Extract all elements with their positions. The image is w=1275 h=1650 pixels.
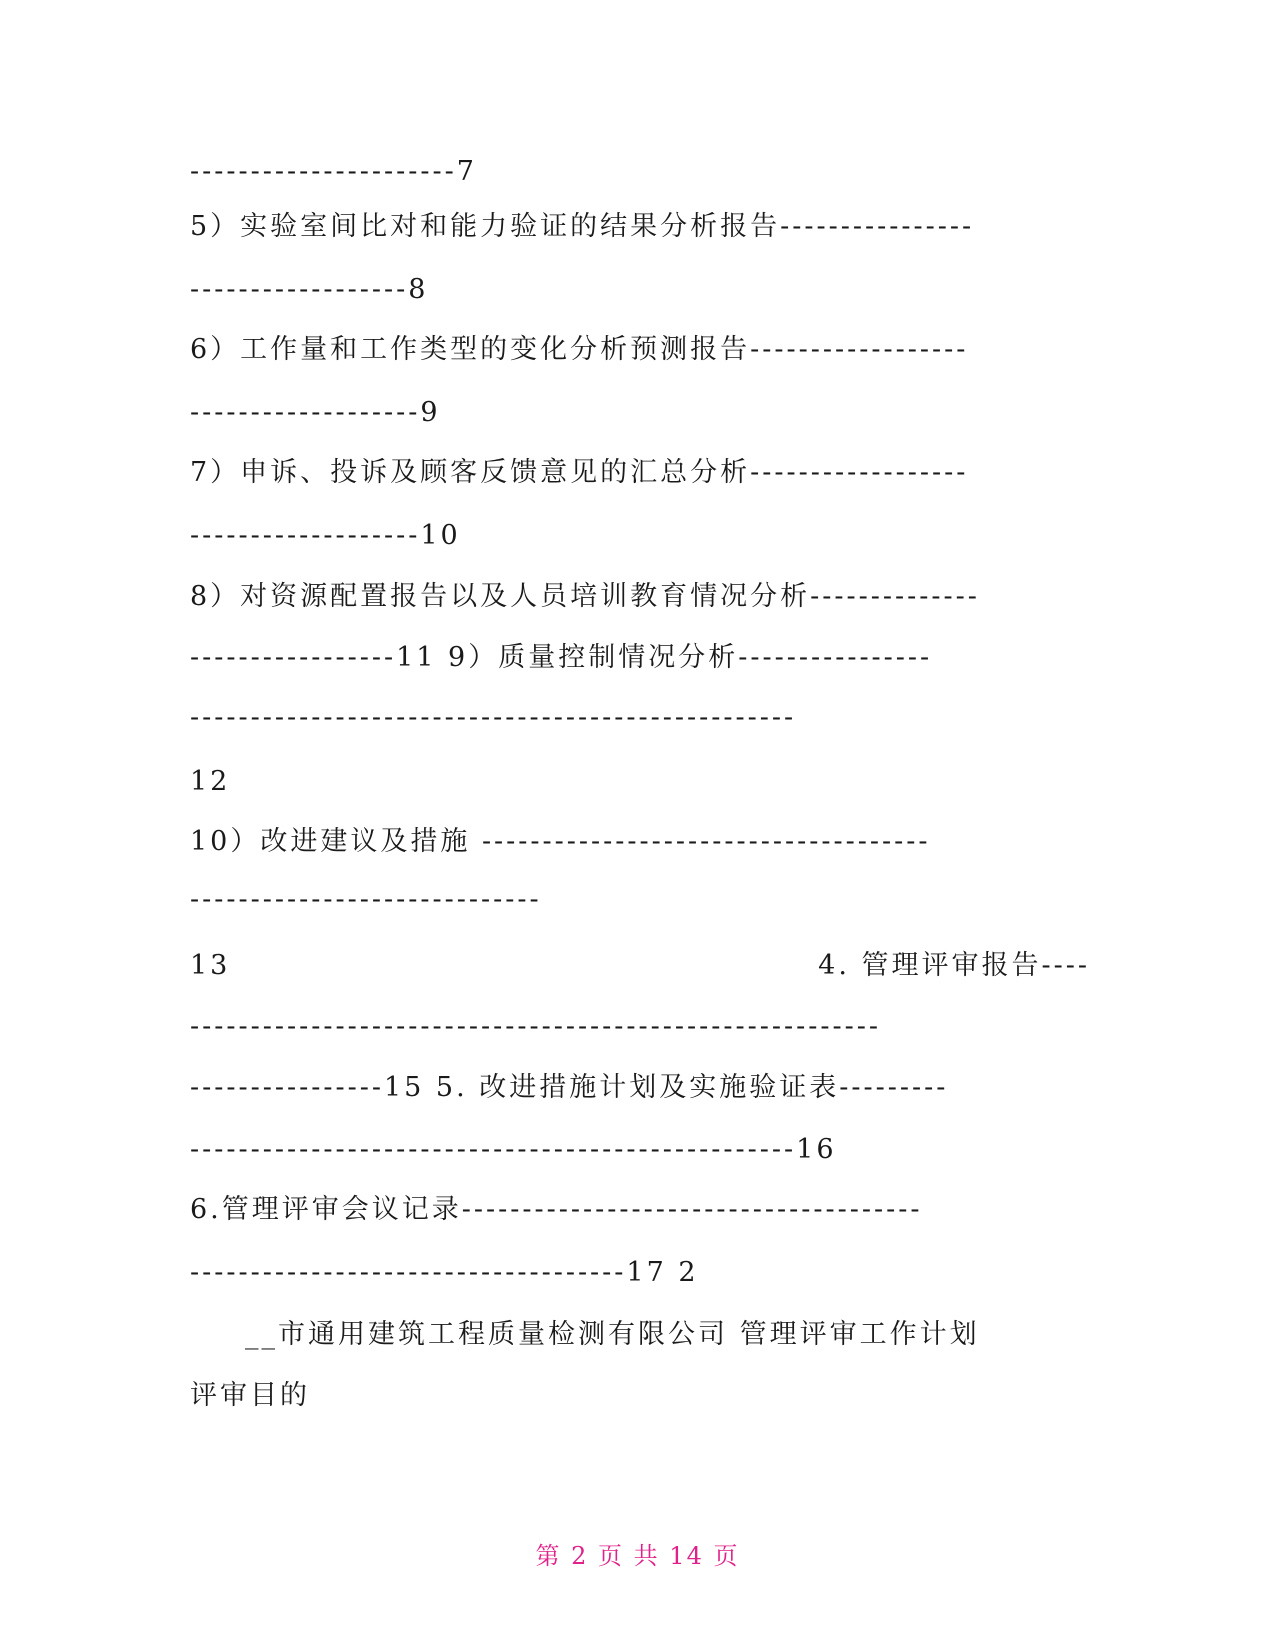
toc-line: 12	[190, 766, 231, 797]
toc-line: ----------------------7	[190, 156, 477, 187]
toc-line: --------------------------------------------------	[190, 702, 797, 733]
page-footer: 第 2 页 共 14 页	[535, 1542, 740, 1570]
toc-line: -----------------11 9）质量控制情况分析----------------	[190, 642, 933, 673]
toc-line: -------------------9	[190, 397, 441, 428]
toc-line	[190, 946, 1090, 986]
toc-line: 6）工作量和工作类型的变化分析预测报告------------------	[190, 334, 969, 365]
toc-line: 7）申诉、投诉及顾客反馈意见的汇总分析------------------	[190, 457, 969, 488]
toc-line: 5）实验室间比对和能力验证的结果分析报告----------------	[190, 211, 975, 242]
toc-line: 8）对资源配置报告以及人员培训教育情况分析--------------	[190, 581, 980, 612]
toc-line: ----------------15 5. 改进措施计划及实施验证表---------	[190, 1072, 949, 1103]
toc-line: -------------------10	[190, 520, 461, 551]
toc-line: ---------------------------------------------------------	[190, 1011, 882, 1042]
heading-line: __市通用建筑工程质量检测有限公司 管理评审工作计划	[245, 1319, 980, 1350]
toc-line: ------------------8	[190, 274, 429, 305]
toc-entry: 4. 管理评审报告----	[818, 950, 1090, 981]
toc-line: 10）改进建议及措施 -------------------------------------	[190, 826, 931, 857]
toc-line: ------------------------------------17 2	[190, 1257, 699, 1288]
section-title: 评审目的	[190, 1380, 310, 1411]
page-number: 13	[190, 950, 231, 981]
toc-line: --------------------------------------------------16	[190, 1134, 837, 1165]
toc-line: -----------------------------	[190, 884, 542, 915]
toc-line: 6.管理评审会议记录--------------------------------------	[190, 1194, 923, 1225]
